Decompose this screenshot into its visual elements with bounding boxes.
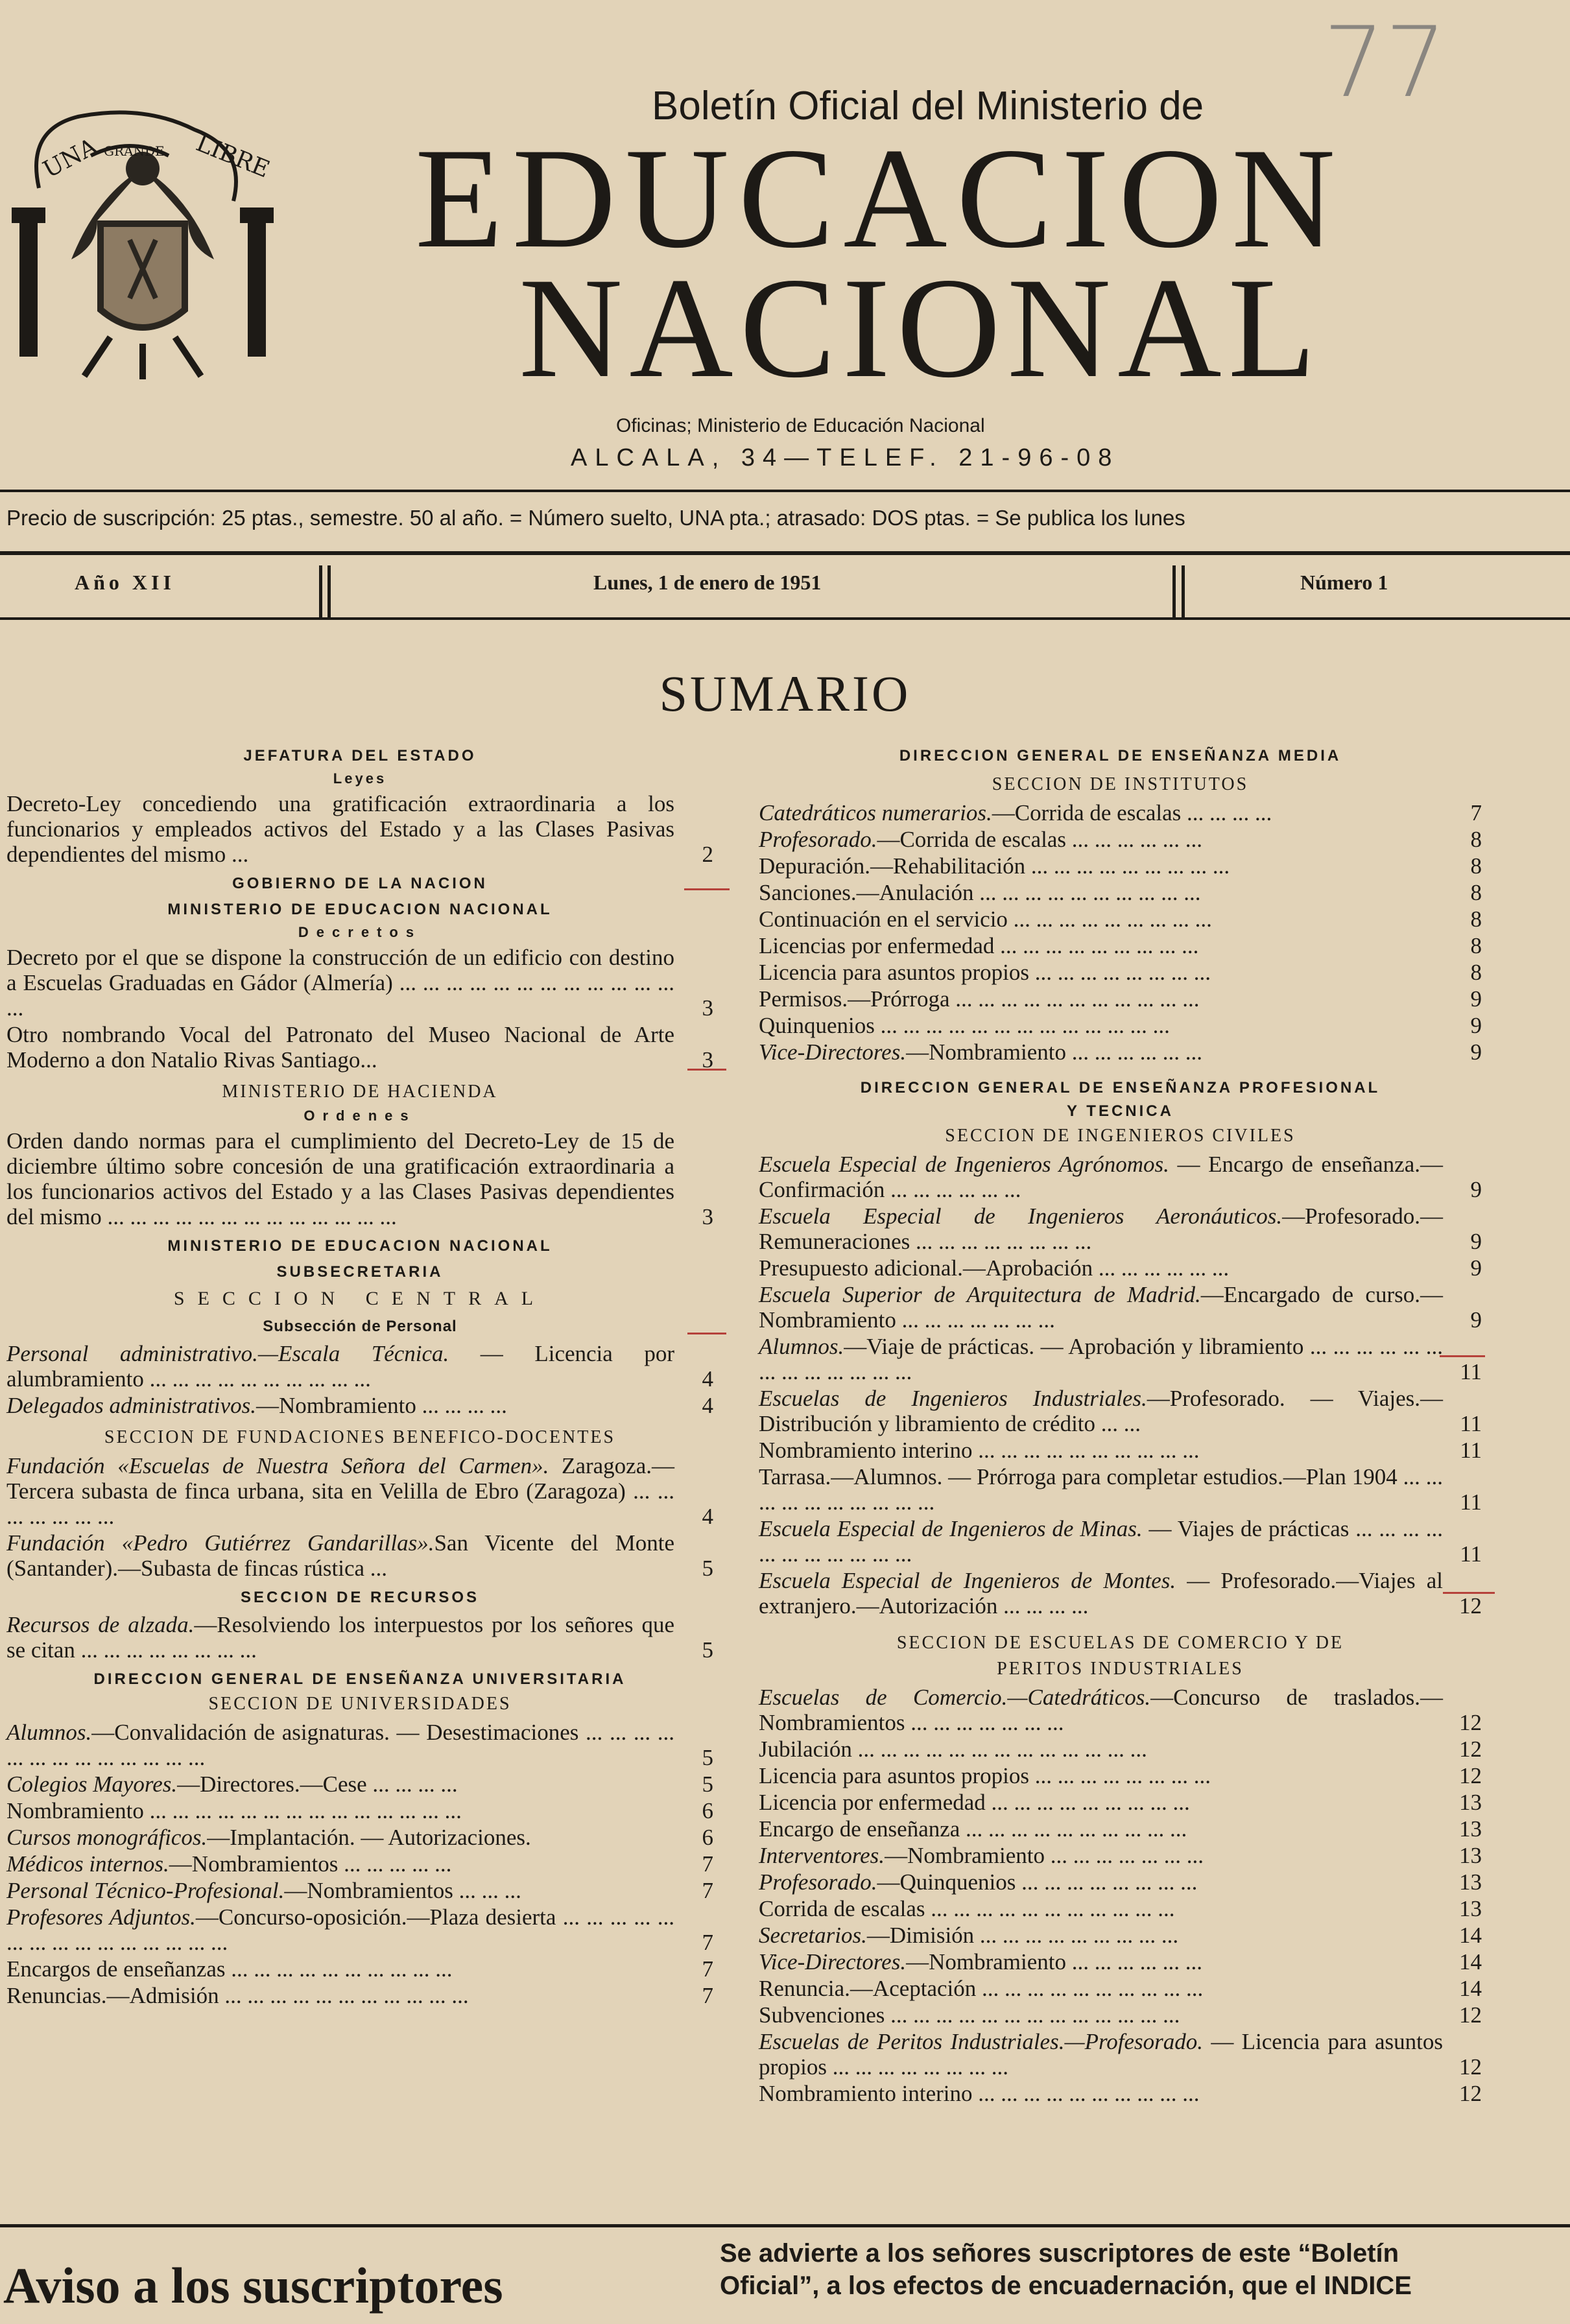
toc-page: 12: [1459, 1737, 1482, 1762]
section-subheading: Decretos: [298, 924, 422, 940]
masthead-address: ALCALA, 34—TELEF. 21-96-08: [571, 444, 1120, 471]
toc-page: 12: [1459, 2002, 1482, 2028]
crest-text-una: UNA: [38, 133, 102, 184]
toc-page: 4: [702, 1504, 713, 1529]
toc-entry: Presupuesto adicional.—Aprobación ... ... ... ... ... ... 9: [759, 1255, 1482, 1281]
sumario-title: SUMARIO: [659, 665, 911, 722]
toc-page: 9: [1470, 1229, 1482, 1254]
issue-number: Número 1: [1300, 571, 1388, 594]
toc-page: 8: [1470, 907, 1482, 932]
toc-page: 7: [702, 1930, 713, 1955]
toc-page: 3: [702, 1047, 713, 1073]
section-heading: SECCION DE RECURSOS: [240, 1589, 480, 1606]
toc-page: 6: [702, 1798, 713, 1823]
toc-page: 8: [1470, 880, 1482, 905]
section-heading: MINISTERIO DE EDUCACION NACIONAL: [167, 901, 553, 918]
toc-entry: Escuela Especial de Ingenieros de Montes. — Profesorado.—Viajes al extranjero.—Autorización ... ... ... ... 12: [759, 1568, 1482, 1618]
toc-page: 5: [702, 1745, 713, 1770]
toc-entry: Recursos de alzada.—Resolviendo los interpuestos por los señores que se citan ... ... ... ... ... ... ... ... 5: [6, 1612, 713, 1663]
toc-entry: Jubilación ... ... ... ... ... ... ... ... ... ... ... ... ... 12: [759, 1737, 1482, 1762]
masthead-title-line2: NACIONAL: [519, 248, 1323, 408]
toc-entry: Nombramiento interino ... ... ... ... ... ... ... ... ... ... 11: [759, 1438, 1482, 1463]
toc-page: 14: [1459, 1949, 1482, 1974]
toc-entry: Orden dando normas para el cumplimiento del Decreto-Ley de 15 de diciembre último sobre concesión de una gratificación extraordinaria a los funcionarios activos del Estado y a las Clases Pasivas dependientes del mismo ... ... ... ... ... ... ... ... ... ... ... ... ... 3: [6, 1128, 713, 1229]
toc-entry: Personal Técnico-Profesional.—Nombramientos ... ... ... 7: [6, 1878, 713, 1903]
rule-sep-1b: [327, 565, 331, 617]
section-heading: GOBIERNO DE LA NACION: [232, 875, 488, 892]
toc-page: 5: [702, 1637, 713, 1663]
toc-entry: Escuela Superior de Arquitectura de Madrid.—Encargado de curso.—Nombramiento ... ... ... ... ... ... ... 9: [759, 1282, 1482, 1333]
section-heading: SECCION DE FUNDACIONES BENEFICO-DOCENTES: [104, 1427, 616, 1447]
toc-entry: Cursos monográficos.—Implantación. — Autorizaciones. 6: [6, 1825, 713, 1850]
toc-page: 12: [1459, 1593, 1482, 1618]
masthead-title-line1: EDUCACION: [415, 119, 1345, 278]
toc-entry: Sanciones.—Anulación ... ... ... ... ... ... ... ... ... ... 8: [759, 880, 1482, 905]
toc-page: 7: [702, 1878, 713, 1903]
toc-page: 12: [1459, 2081, 1482, 2106]
pencil-mark: [1443, 1592, 1495, 1594]
toc-page: 3: [702, 995, 713, 1021]
toc-page: 12: [1459, 2054, 1482, 2080]
toc-page: 13: [1459, 1896, 1482, 1921]
toc-entry: Encargos de enseñanzas ... ... ... ... ... ... ... ... ... ... 7: [6, 1956, 713, 1982]
crest-text-libre: LIBRE: [192, 130, 274, 184]
toc-page: 4: [702, 1393, 713, 1418]
pencil-mark: [1440, 1355, 1485, 1357]
toc-entry: Depuración.—Rehabilitación ... ... ... ... ... ... ... ... ... 8: [759, 853, 1482, 879]
toc-entry: Corrida de escalas ... ... ... ... ... ... ... ... ... ... ... 13: [759, 1896, 1482, 1921]
section-heading: PERITOS INDUSTRIALES: [997, 1659, 1244, 1679]
toc-page: 11: [1460, 1359, 1482, 1384]
rule-sep-2: [1172, 565, 1176, 617]
section-heading: DIRECCION GENERAL DE ENSEÑANZA UNIVERSITARIA: [93, 1670, 626, 1688]
toc-entry: Escuela Especial de Ingenieros Aeronáuticos.—Profesorado.—Remuneraciones ... ... ... ... ... ... ... ... 9: [759, 1204, 1482, 1254]
toc-page: 8: [1470, 853, 1482, 879]
toc-entry: Decreto-Ley concediendo una gratificación extraordinaria a los funcionarios y empleados activos del Estado y a las Clases Pasivas dependientes del mismo ... 2: [6, 791, 713, 867]
toc-page: 9: [1470, 1177, 1482, 1202]
toc-entry: Nombramiento ... ... ... ... ... ... ... ... ... ... ... ... ... ... 6: [6, 1798, 713, 1823]
pencil-mark: [684, 888, 730, 890]
section-subheading: SECCION DE UNIVERSIDADES: [208, 1694, 512, 1714]
rule-infobar-bottom: [0, 617, 1570, 620]
toc-page: 11: [1460, 1489, 1482, 1515]
section-subheading: Subsección de Personal: [263, 1318, 457, 1335]
masthead-kicker: Boletín Oficial del Ministerio de: [652, 84, 1204, 128]
rule-bottom: [0, 2224, 1570, 2227]
left-column: [6, 739, 713, 2010]
notice-text: Se advierte a los señores suscriptores de este “Boletín Oficial”, a los efectos de encuadernación, que el INDICE: [720, 2239, 1412, 2300]
toc-page: 13: [1459, 1843, 1482, 1868]
toc-entry: Secretarios.—Dimisión ... ... ... ... ... ... ... ... ... 14: [759, 1923, 1482, 1948]
section-heading: JEFATURA DEL ESTADO: [243, 747, 477, 765]
toc-page: 13: [1459, 1816, 1482, 1842]
toc-entry: Profesores Adjuntos.—Concurso-oposición.—Plaza desierta ... ... ... ... ... ... ... ... ... ... ... ... ... ... ... 7: [6, 1904, 713, 1955]
toc-page: 11: [1460, 1411, 1482, 1436]
toc-page: 6: [702, 1825, 713, 1850]
toc-page: 9: [1470, 1307, 1482, 1333]
toc-page: 8: [1470, 827, 1482, 852]
rule-sep-1: [319, 565, 322, 617]
toc-page: 11: [1460, 1438, 1482, 1463]
toc-entry: Licencias por enfermedad ... ... ... ... ... ... ... ... ... 8: [759, 933, 1482, 958]
toc-page: 12: [1459, 1763, 1482, 1788]
section-heading: SECCION CENTRAL: [173, 1288, 547, 1309]
toc-page: 7: [702, 1956, 713, 1982]
issue-date: Lunes, 1 de enero de 1951: [593, 571, 822, 594]
toc-entry: Interventores.—Nombramiento ... ... ... ... ... ... ... 13: [759, 1843, 1482, 1868]
masthead-offices: Oficinas; Ministerio de Educación Nacional: [616, 415, 985, 436]
toc-entry: Escuelas de Peritos Industriales.—Profesorado. — Licencia para asuntos propios ... ... ... ... ... ... ... ... 12: [759, 2029, 1482, 2080]
section-subheading: Leyes: [333, 770, 387, 787]
toc-entry: Alumnos.—Convalidación de asignaturas. — Desestimaciones ... ... ... ... ... ... ... ... ... ... ... ... ... 5: [6, 1720, 713, 1770]
pencil-mark: [687, 1333, 726, 1334]
toc-page: 8: [1470, 933, 1482, 958]
toc-entry: Encargo de enseñanza ... ... ... ... ... ... ... ... ... ... 13: [759, 1816, 1482, 1842]
right-column: [759, 739, 1482, 2107]
toc-page: 2: [702, 842, 713, 867]
toc-entry: Profesorado.—Quinquenios ... ... ... ... ... ... ... ... 13: [759, 1869, 1482, 1895]
toc-entry: Renuncia.—Aceptación ... ... ... ... ... ... ... ... ... ... 14: [759, 1976, 1482, 2001]
toc-entry: Licencia para asuntos propios ... ... ... ... ... ... ... ... 12: [759, 1763, 1482, 1788]
section-heading: MINISTERIO DE EDUCACION NACIONAL: [167, 1237, 553, 1255]
toc-entry: Quinquenios ... ... ... ... ... ... ... ... ... ... ... ... ... 9: [759, 1013, 1482, 1038]
toc-entry: Subvenciones ... ... ... ... ... ... ... ... ... ... ... ... ... 12: [759, 2002, 1482, 2028]
toc-entry: Fundación «Escuelas de Nuestra Señora del Carmen». Zaragoza.—Tercera subasta de finca urbana, sita en Velilla de Ebro (Zaragoza) ... ... ... ... ... ... ... 4: [6, 1453, 713, 1529]
toc-entry: Alumnos.—Viaje de prácticas. — Aprobación y libramiento ... ... ... ... ... ... ... ... ... ... ... ... ... 11: [759, 1334, 1482, 1384]
pencil-mark: [687, 1069, 726, 1071]
section-heading: SECCION DE ESCUELAS DE COMERCIO Y DE: [896, 1633, 1344, 1653]
handwritten-page-number: 77: [1323, 6, 1447, 119]
price-line: Precio de suscripción: 25 ptas., semestre. 50 al año. = Número suelto, UNA pta.; atrasado: DOS ptas. = Se publica los lunes: [6, 506, 1185, 530]
toc-entry: Tarrasa.—Alumnos. — Prórroga para completar estudios.—Plan 1904 ... ... ... ... ... ... ... ... ... ... 11: [759, 1464, 1482, 1515]
section-heading: MINISTERIO DE HACIENDA: [222, 1082, 498, 1102]
toc-entry: Vice-Directores.—Nombramiento ... ... ... ... ... ... 14: [759, 1949, 1482, 1974]
toc-page: 9: [1470, 1255, 1482, 1281]
toc-entry: Colegios Mayores.—Directores.—Cese ... ... ... ... 5: [6, 1772, 713, 1797]
toc-page: 4: [702, 1366, 713, 1392]
rule-sep-2b: [1182, 565, 1185, 617]
toc-page: 13: [1459, 1869, 1482, 1895]
section-subheading: SECCION DE INSTITUTOS: [992, 774, 1249, 794]
toc-page: 14: [1459, 1976, 1482, 2001]
rule-price-bottom: [0, 551, 1570, 555]
rule-top: [0, 490, 1570, 492]
toc-page: 9: [1470, 1039, 1482, 1065]
toc-entry: Licencia para asuntos propios ... ... ... ... ... ... ... ... 8: [759, 960, 1482, 985]
toc-page: 14: [1459, 1923, 1482, 1948]
toc-entry: Permisos.—Prórroga ... ... ... ... ... ... ... ... ... ... ... 9: [759, 986, 1482, 1012]
section-subheading: Ordenes: [303, 1108, 416, 1124]
toc-entry: Personal administrativo.—Escala Técnica. — Licencia por alumbramiento ... ... ... ... ... ... ... ... ... ... 4: [6, 1341, 713, 1392]
toc-entry: Nombramiento interino ... ... ... ... ... ... ... ... ... ... 12: [759, 2081, 1482, 2106]
toc-page: 12: [1459, 1710, 1482, 1735]
section-heading: Y TECNICA: [1067, 1102, 1174, 1120]
toc-entry: Vice-Directores.—Nombramiento ... ... ... ... ... ... 9: [759, 1039, 1482, 1065]
issue-year: Año XII: [75, 571, 175, 594]
toc-entry: Catedráticos numerarios.—Corrida de escalas ... ... ... ... 7: [759, 800, 1482, 825]
toc-entry: Licencia por enfermedad ... ... ... ... ... ... ... ... ... 13: [759, 1790, 1482, 1815]
toc-entry: Otro nombrando Vocal del Patronato del Museo Nacional de Arte Moderno a don Natalio Rivas Santiago... 3: [6, 1022, 713, 1073]
toc-page: 7: [1470, 800, 1482, 825]
toc-entry: Escuelas de Ingenieros Industriales.—Profesorado. — Viajes.—Distribución y libramiento de crédito ... ... 11: [759, 1386, 1482, 1436]
toc-entry: Renuncias.—Admisión ... ... ... ... ... ... ... ... ... ... ... 7: [6, 1983, 713, 2008]
toc-page: 9: [1470, 1013, 1482, 1038]
toc-entry: Médicos internos.—Nombramientos ... ... ... ... ... 7: [6, 1851, 713, 1877]
toc-entry: Continuación en el servicio ... ... ... ... ... ... ... ... ... 8: [759, 907, 1482, 932]
toc-entry: Fundación «Pedro Gutiérrez Gandarillas».San Vicente del Monte (Santander).—Subasta de fincas rústica ... 5: [6, 1530, 713, 1581]
toc-page: 5: [702, 1772, 713, 1797]
toc-page: 13: [1459, 1790, 1482, 1815]
toc-page: 5: [702, 1556, 713, 1581]
coat-of-arms-icon: [0, 91, 285, 383]
toc-entry: Escuela Especial de Ingenieros Agrónomos. — Encargo de enseñanza.—Confirmación ... ... ... ... ... ... 9: [759, 1152, 1482, 1202]
toc-entry: Escuela Especial de Ingenieros de Minas. — Viajes de prácticas ... ... ... ... ... ... ... ... ... ... ... 11: [759, 1516, 1482, 1567]
toc-entry: Profesorado.—Corrida de escalas ... ... ... ... ... ... 8: [759, 827, 1482, 852]
notice-heading: Aviso a los suscriptores: [3, 2257, 503, 2314]
section-subheading: SECCION DE INGENIEROS CIVILES: [945, 1126, 1296, 1146]
toc-page: 11: [1460, 1541, 1482, 1567]
toc-entry: Escuelas de Comercio.—Catedráticos.—Concurso de traslados.—Nombramientos ... ... ... ... ... ... ... 12: [759, 1685, 1482, 1735]
toc-page: 7: [702, 1983, 713, 2008]
section-heading: DIRECCION GENERAL DE ENSEÑANZA PROFESIONAL: [860, 1079, 1381, 1097]
toc-page: 7: [702, 1851, 713, 1877]
toc-page: 8: [1470, 960, 1482, 985]
section-subheading: SUBSECRETARIA: [276, 1263, 444, 1281]
toc-entry: Delegados administrativos.—Nombramiento ... ... ... ... 4: [6, 1393, 713, 1418]
section-heading: DIRECCION GENERAL DE ENSEÑANZA MEDIA: [899, 747, 1342, 765]
toc-page: 9: [1470, 986, 1482, 1012]
crest-text-grande: GRANDE: [104, 143, 165, 159]
toc-page: 3: [702, 1204, 713, 1229]
toc-entry: Decreto por el que se dispone la construcción de un edificio con destino a Escuelas Graduadas en Gádor (Almería) ... ... ... ... ... ... ... ... ... ... ... ... ... 3: [6, 945, 713, 1021]
